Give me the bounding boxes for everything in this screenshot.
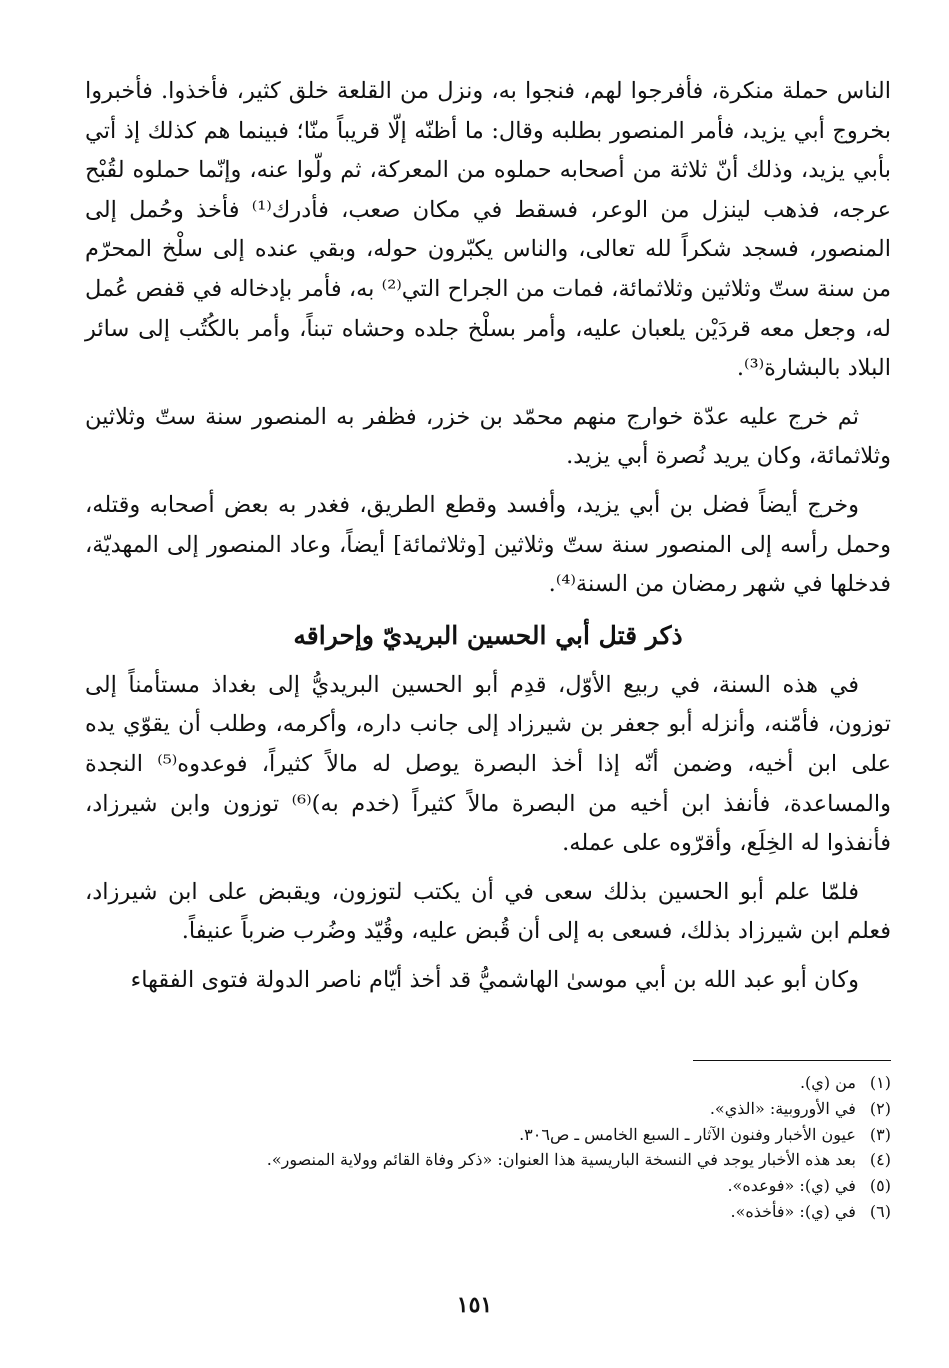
footnote-text: في الأوروبية: «الذي». [709, 1098, 856, 1118]
paragraph-3: وخرج أيضاً فضل بن أبي يزيد، وأفسد وقطع الطريق، فغدر به بعض أصحابه وقتله، وحمل رأسه إلى المنصور سنة ستّ وثلاثين [وثلاثمائة] أيضاً، وعاد المنصور إلى المهديّة، فدخلها في شهر رمضان من السنة⁽⁴⁾. [85, 491, 891, 598]
footnote-5 [85, 1173, 891, 1199]
page-body [85, 72, 891, 1009]
footnote-number: (٣) [869, 1124, 891, 1144]
section-heading: ذكر قتل أبي الحسين البريديّ وإحراقه [293, 620, 683, 650]
footnote-number: (٦) [869, 1201, 891, 1221]
footnote-number: (١) [869, 1073, 891, 1092]
footnotes [85, 1070, 891, 1225]
footnote-3 [85, 1122, 891, 1148]
footnote-text: من (ي). [799, 1073, 856, 1092]
footnote-text: في (ي): «فأخذه». [730, 1201, 856, 1221]
footnote-1 [85, 1070, 891, 1096]
footnote-divider [693, 1060, 891, 1061]
footnote-text: بعد هذه الأخبار يوجد في النسخة الباريسية هذا العنوان: «ذكر وفاة القائم وولاية المنصور». [266, 1150, 856, 1170]
footnote-text: عيون الأخبار وفنون الآثار ـ السبع الخامس ـ ص٣٠٦. [519, 1124, 856, 1144]
footnote-6 [85, 1199, 891, 1225]
paragraph-2: ثم خرج عليه عدّة خوارج منهم محمّد بن خزر، فظفر به المنصور سنة ستّ وثلاثين وثلاثمائة، وكان يريد نُصرة أبي يزيد. [85, 403, 891, 470]
footnote-number: (٢) [869, 1098, 891, 1118]
footnote-2 [85, 1096, 891, 1122]
paragraph-5: فلمّا علم أبو الحسين بذلك سعى في أن يكتب لتوزون، ويقبض على ابن شيرزاد، فعلم ابن شيرزاد بذلك، فسعى به إلى أن قُبض عليه، وقُيّد وضُرب ضرباً عنيفاً. [85, 878, 891, 945]
footnote-number: (٥) [869, 1176, 891, 1196]
footnote-text: في (ي): «فوعده». [727, 1176, 856, 1196]
footnote-4 [85, 1147, 891, 1173]
footnote-number: (٤) [869, 1150, 891, 1170]
paragraph-6: وكان أبو عبد الله بن أبي موسىٰ الهاشميُّ قد أخذ أيّام ناصر الدولة فتوى الفقهاء [130, 966, 859, 993]
page-number: ١٥١ [456, 1292, 493, 1318]
paragraph-1: الناس حملة منكرة، فأفرجوا لهم، فنجوا به، ونزل من القلعة خلق كثير، فأخذوا. فأخبروا بخروج أبي يزيد، فأمر المنصور بطلبه وقال: ما أظنّه إلّا قريباً منّا؛ فبينما هم كذلك إذ أتي بأبي يزيد، وذلك أنّ ثلاثة من أصحابه حملوه من المعركة، ثم ولّوا عنه، وإنّما حملوه لقُبْح عرجه، فذهب لينزل من الوعر، فسقط في مكان صعب، فأدرك⁽¹⁾ فأخذ وحُمل إلى المنصور، فسجد شكراً لله تعالى، والناس يكبّرون حوله، وبقي عنده إلى سلْخ المحرّم من سنة ستّ وثلاثين وثلاثمائة، فمات من الجراح التي⁽²⁾ به، فأمر بإدخاله في قفص عُمل له، وجعل معه قردَيْن يلعبان عليه، وأمر بسلْخ جلده وحشاه تبناً، وأمر بالكُتُب إلى سائر البلاد بالبشارة⁽³⁾. [85, 78, 891, 382]
paragraph-4: في هذه السنة، في ربيع الأوّل، قدِم أبو الحسين البريديُّ إلى بغداذ مستأمناً إلى توزون، فأمّنه، وأنزله أبو جعفر بن شيرزاد إلى جانب داره، وأكرمه، وطلب أن يقوّي يده على ابن أخيه، وضمن أنّه إذا أخذ البصرة يوصل له مالاً كثيراً، فوعدوه⁽⁵⁾ النجدة والمساعدة، فأنفذ ابن أخيه من البصرة مالاً كثيراً (خدم به)⁽⁶⁾ توزون وابن شيرزاد، فأنفذوا له الخِلَع، وأقرّوه على عمله. [85, 671, 892, 857]
